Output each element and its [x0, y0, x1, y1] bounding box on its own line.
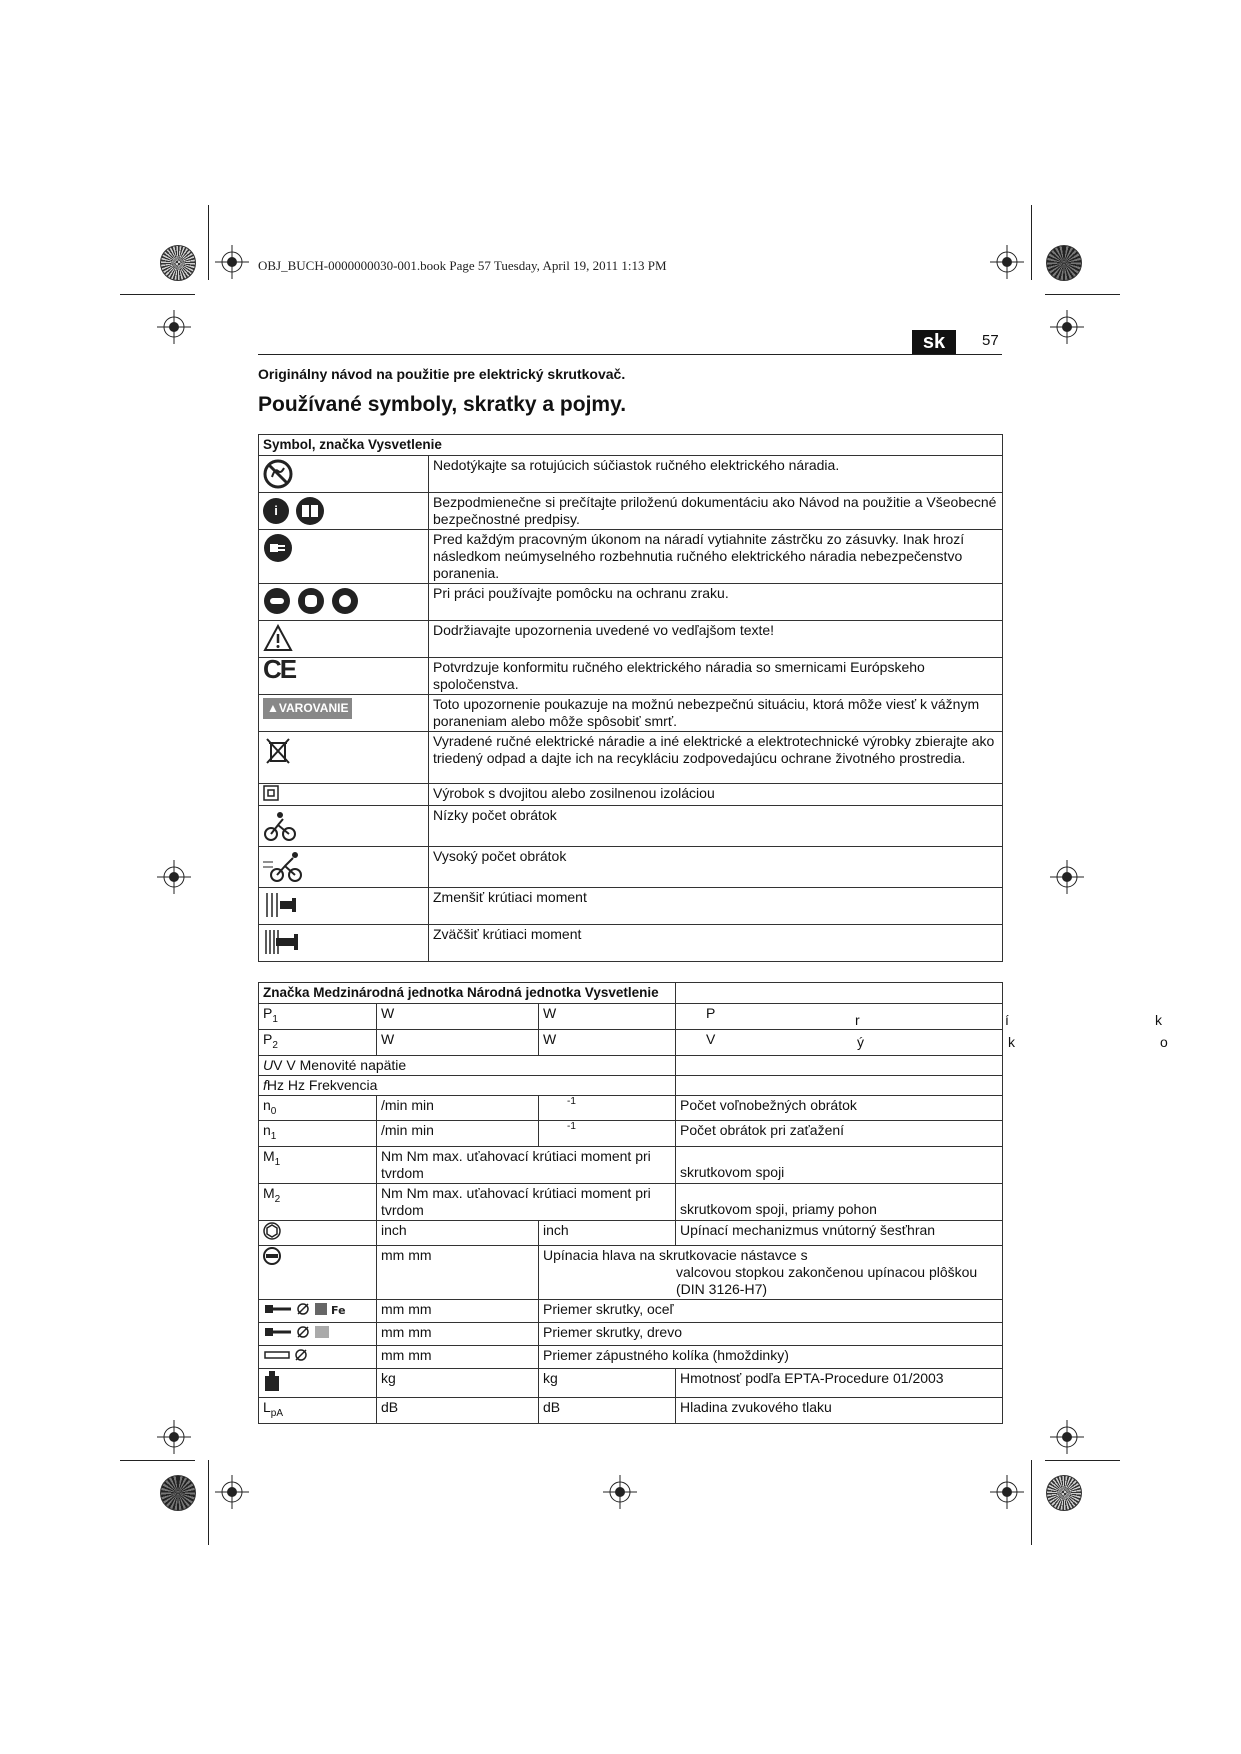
- reduce-torque-icon: [263, 891, 301, 919]
- crosshair-mark: [990, 245, 1024, 279]
- registration-wheel-bottom-right: [1046, 1475, 1082, 1511]
- unit-description: valcovou stopkou zakončenou upínacou plôškou (DIN 3126-H7): [676, 1264, 978, 1298]
- table-row: [259, 658, 1003, 695]
- intl-unit: /min min: [377, 1121, 539, 1147]
- stray-letter: í: [1005, 1012, 1009, 1028]
- page-number: 57: [982, 332, 999, 349]
- increase-torque-icon: [263, 928, 303, 956]
- weight-icon: [263, 1370, 281, 1392]
- no-touch-rotating-icon: [263, 459, 293, 489]
- stray-letter: k: [1008, 1034, 1015, 1050]
- table-row: [259, 456, 1003, 493]
- table-row: [259, 584, 1003, 621]
- crop-mark: [1031, 1460, 1032, 1545]
- national-unit: Priemer skrutky, drevo: [539, 1323, 1003, 1346]
- warning-triangle-icon: [263, 624, 293, 652]
- unit-description: Počet voľnobežných obrátok: [676, 1095, 1003, 1121]
- crosshair-mark: [1050, 1420, 1084, 1454]
- unit-symbol: U: [263, 1056, 274, 1073]
- stray-letter: k: [1155, 1012, 1162, 1028]
- table-row: [259, 1075, 1003, 1095]
- crosshair-mark: [157, 860, 191, 894]
- table-row: [259, 806, 1003, 847]
- national-unit: Priemer skrutky, oceľ: [539, 1300, 1003, 1323]
- registration-wheel-bottom-left: [160, 1475, 196, 1511]
- symbol-description: Bezpodmienečne si prečítajte priloženú dokumentáciu ako Návod na použitie a Všeobecné bezpečnostné predpisy.: [429, 493, 1003, 530]
- book-icon: [295, 496, 325, 526]
- unit-description: V: [676, 1029, 1003, 1055]
- unit-symbol: P: [263, 1005, 273, 1021]
- table-row: [259, 1055, 1003, 1075]
- stray-letter: r: [855, 1012, 860, 1028]
- intl-unit: /min min: [377, 1095, 539, 1121]
- high-speed-bike-icon: [263, 850, 303, 884]
- table-row: [259, 621, 1003, 658]
- book-info-line: OBJ_BUCH-0000000030-001.book Page 57 Tuesday, April 19, 2011 1:13 PM: [258, 258, 667, 273]
- table-row: $L_{pA}$ dB dB Hladina zvukového tlaku: [259, 1398, 1003, 1424]
- unit-description: skrutkovom spoji: [676, 1147, 1003, 1184]
- table-row: $n_1$ /min min $^{-1}$ Počet obrátok pri zaťažení: [259, 1121, 1003, 1147]
- symbol-description: Vysoký počet obrátok: [429, 847, 1003, 888]
- symbol-description: Zväčšiť krútiaci moment: [429, 925, 1003, 962]
- chuck-icon: [263, 1247, 281, 1265]
- unit-description: Hmotnosť podľa EPTA-Procedure 01/2003: [676, 1369, 1003, 1398]
- eye-protection-icon: [263, 587, 291, 615]
- symbol-description: Zmenšiť krútiaci moment: [429, 888, 1003, 925]
- unit-symbol: n: [263, 1122, 271, 1139]
- table-row: [259, 732, 1003, 784]
- national-unit: kg: [539, 1369, 676, 1398]
- intl-unit: mm mm: [377, 1346, 539, 1369]
- unit-symbol: M: [263, 1148, 275, 1165]
- table-header-cell: Symbol, značka Vysvetlenie: [259, 435, 1003, 456]
- language-badge: sk: [912, 330, 956, 354]
- intl-unit: kg: [377, 1369, 539, 1398]
- national-unit: W: [539, 1029, 676, 1055]
- crosshair-mark: [215, 1475, 249, 1509]
- table-row: [259, 1369, 1003, 1398]
- registration-wheel-top-left: [160, 245, 196, 281]
- table-row: $P_1$ W W P: [259, 1004, 1003, 1030]
- crosshair-mark: [215, 245, 249, 279]
- intl-unit: mm mm: [377, 1246, 539, 1300]
- stray-letter: o: [1160, 1034, 1168, 1050]
- symbol-description: Výrobok s dvojitou alebo zosilnenou izoláciou: [429, 784, 1003, 806]
- dowel-icon: [263, 1347, 313, 1363]
- table-header-row: [259, 435, 1003, 456]
- table-row: $M_1$ Nm Nm max. uťahovací krútiaci moment pri tvrdom skrutkovom spoji: [259, 1147, 1003, 1184]
- crop-mark: [120, 1460, 195, 1461]
- table-row: $P_2$ W W V: [259, 1029, 1003, 1055]
- table-row: [259, 1300, 1003, 1323]
- units-table: [258, 982, 1003, 1424]
- stray-letter: ý: [857, 1034, 864, 1050]
- crop-mark: [1045, 1460, 1120, 1461]
- crop-mark: [208, 205, 209, 280]
- table-row: [259, 493, 1003, 530]
- unit-symbol: P: [263, 1030, 273, 1047]
- crop-mark: [1031, 205, 1032, 280]
- national-unit: Priemer zápustného kolíka (hmoždinky): [539, 1346, 1003, 1369]
- intl-unit: Nm Nm max. uťahovací krútiaci moment pri tvrdom: [377, 1184, 676, 1221]
- goggles-icon: [331, 587, 359, 615]
- unit-description: Upínací mechanizmus vnútorný šesťhran: [676, 1221, 1003, 1246]
- national-unit: -1: [567, 1095, 576, 1107]
- national-unit: Upínacia hlava na skrutkovacie nástavce s: [543, 1247, 808, 1264]
- intl-unit: V V Menovité napätie: [273, 1056, 407, 1073]
- unit-description: Počet obrátok pri zaťažení: [676, 1121, 1003, 1147]
- national-unit: W: [539, 1004, 676, 1030]
- weee-bin-icon: [263, 735, 293, 767]
- low-speed-bike-icon: [263, 809, 297, 843]
- symbol-description: Potvrdzuje konformitu ručného elektrického náradia so smernicami Európskeho spoločenstva.: [429, 658, 1003, 695]
- registration-wheel-top-right: [1046, 245, 1082, 281]
- hex-socket-icon: [263, 1222, 281, 1240]
- table-row: [259, 1323, 1003, 1346]
- table-header-row: [259, 983, 1003, 1004]
- unit-description: Hladina zvukového tlaku: [676, 1398, 1003, 1424]
- intl-unit: mm mm: [377, 1300, 539, 1323]
- symbol-description: Nízky počet obrátok: [429, 806, 1003, 847]
- intl-unit: Hz Hz Frekvencia: [266, 1076, 378, 1093]
- table-row: $n_0$ /min min $^{-1}$ Počet voľnobežných obrátok: [259, 1095, 1003, 1121]
- table-row: [259, 530, 1003, 584]
- intl-unit: W: [377, 1029, 539, 1055]
- crosshair-mark: [990, 1475, 1024, 1509]
- intl-unit: inch: [377, 1221, 539, 1246]
- document-subtitle: Originálny návod na použitie pre elektrický skrutkovač.: [258, 366, 626, 382]
- unit-symbol: n: [263, 1096, 271, 1113]
- unit-symbol: f: [263, 1076, 267, 1093]
- symbol-description: Pri práci používajte pomôcku na ochranu zraku.: [429, 584, 1003, 621]
- national-unit: inch: [539, 1221, 676, 1246]
- intl-unit: W: [377, 1004, 539, 1030]
- symbol-description: Toto upozornenie poukazuje na možnú nebezpečnú situáciu, ktorá môže viesť k vážnym poraneniam alebo môže spôsobiť smrť.: [429, 695, 1003, 732]
- crosshair-mark: [1050, 310, 1084, 344]
- symbols-table: [258, 434, 1003, 962]
- symbol-description: Vyradené ručné elektrické náradie a iné elektrické a elektrotechnické výrobky zbierajte ako triedený odpad a dajte ich na recykláciu zodpovedajúcu ochrane životného prostredia.: [429, 732, 1003, 784]
- intl-unit: Nm Nm max. uťahovací krútiaci moment pri tvrdom: [377, 1147, 676, 1184]
- symbol-description: Dodržiavajte upozornenia uvedené vo vedľajšom texte!: [429, 621, 1003, 658]
- table-row: [259, 1221, 1003, 1246]
- face-shield-icon: [297, 587, 325, 615]
- table-row: [259, 925, 1003, 962]
- ce-mark-icon: CE: [263, 654, 296, 684]
- symbol-description: Nedotýkajte sa rotujúcich súčiastok ručného elektrického náradia.: [429, 456, 1003, 493]
- table-row: [259, 1346, 1003, 1369]
- table-row: [259, 1246, 1003, 1300]
- screw-wood-icon: [263, 1324, 337, 1340]
- table-header-cell: Značka Medzinárodná jednotka Národná jednotka Vysvetlenie: [259, 983, 676, 1004]
- symbol-description: Pred každým pracovným úkonom na náradí vytiahnite zástrčku zo zásuvky. Inak hrozí následkom neúmyselného rozbehnutia ručného elektrického náradia nebezpečenstvo poranenia.: [429, 530, 1003, 584]
- crosshair-mark: [603, 1475, 637, 1509]
- national-unit: -1: [567, 1121, 576, 1133]
- svg-text:Fe: Fe: [331, 1304, 346, 1318]
- crosshair-mark: [157, 1420, 191, 1454]
- varovanie-label-icon: ▲VAROVANIE: [263, 698, 352, 719]
- crosshair-mark: [1050, 860, 1084, 894]
- table-row: [259, 847, 1003, 888]
- intl-unit: dB: [377, 1398, 539, 1424]
- table-row: $M_2$ Nm Nm max. uťahovací krútiaci moment pri tvrdom skrutkovom spoji, priamy pohon: [259, 1184, 1003, 1221]
- double-insulation-icon: [263, 785, 279, 801]
- section-title: Používané symboly, skratky a pojmy.: [258, 393, 627, 416]
- table-row: [259, 888, 1003, 925]
- national-unit: dB: [539, 1398, 676, 1424]
- header-rule: [258, 354, 1002, 355]
- unit-description: skrutkovom spoji, priamy pohon: [676, 1184, 1003, 1221]
- unit-description: P: [676, 1004, 1003, 1030]
- intl-unit: mm mm: [377, 1323, 539, 1346]
- unplug-icon: [263, 533, 293, 563]
- unit-symbol: L: [263, 1399, 271, 1416]
- crosshair-mark: [157, 310, 191, 344]
- table-row: [259, 784, 1003, 806]
- crop-mark: [120, 294, 195, 295]
- screw-steel-icon: [263, 1301, 349, 1317]
- crop-mark: [208, 1460, 209, 1545]
- read-manual-icon: i: [263, 498, 289, 524]
- crop-mark: [1045, 294, 1120, 295]
- table-row: [259, 695, 1003, 732]
- unit-symbol: M: [263, 1185, 275, 1202]
